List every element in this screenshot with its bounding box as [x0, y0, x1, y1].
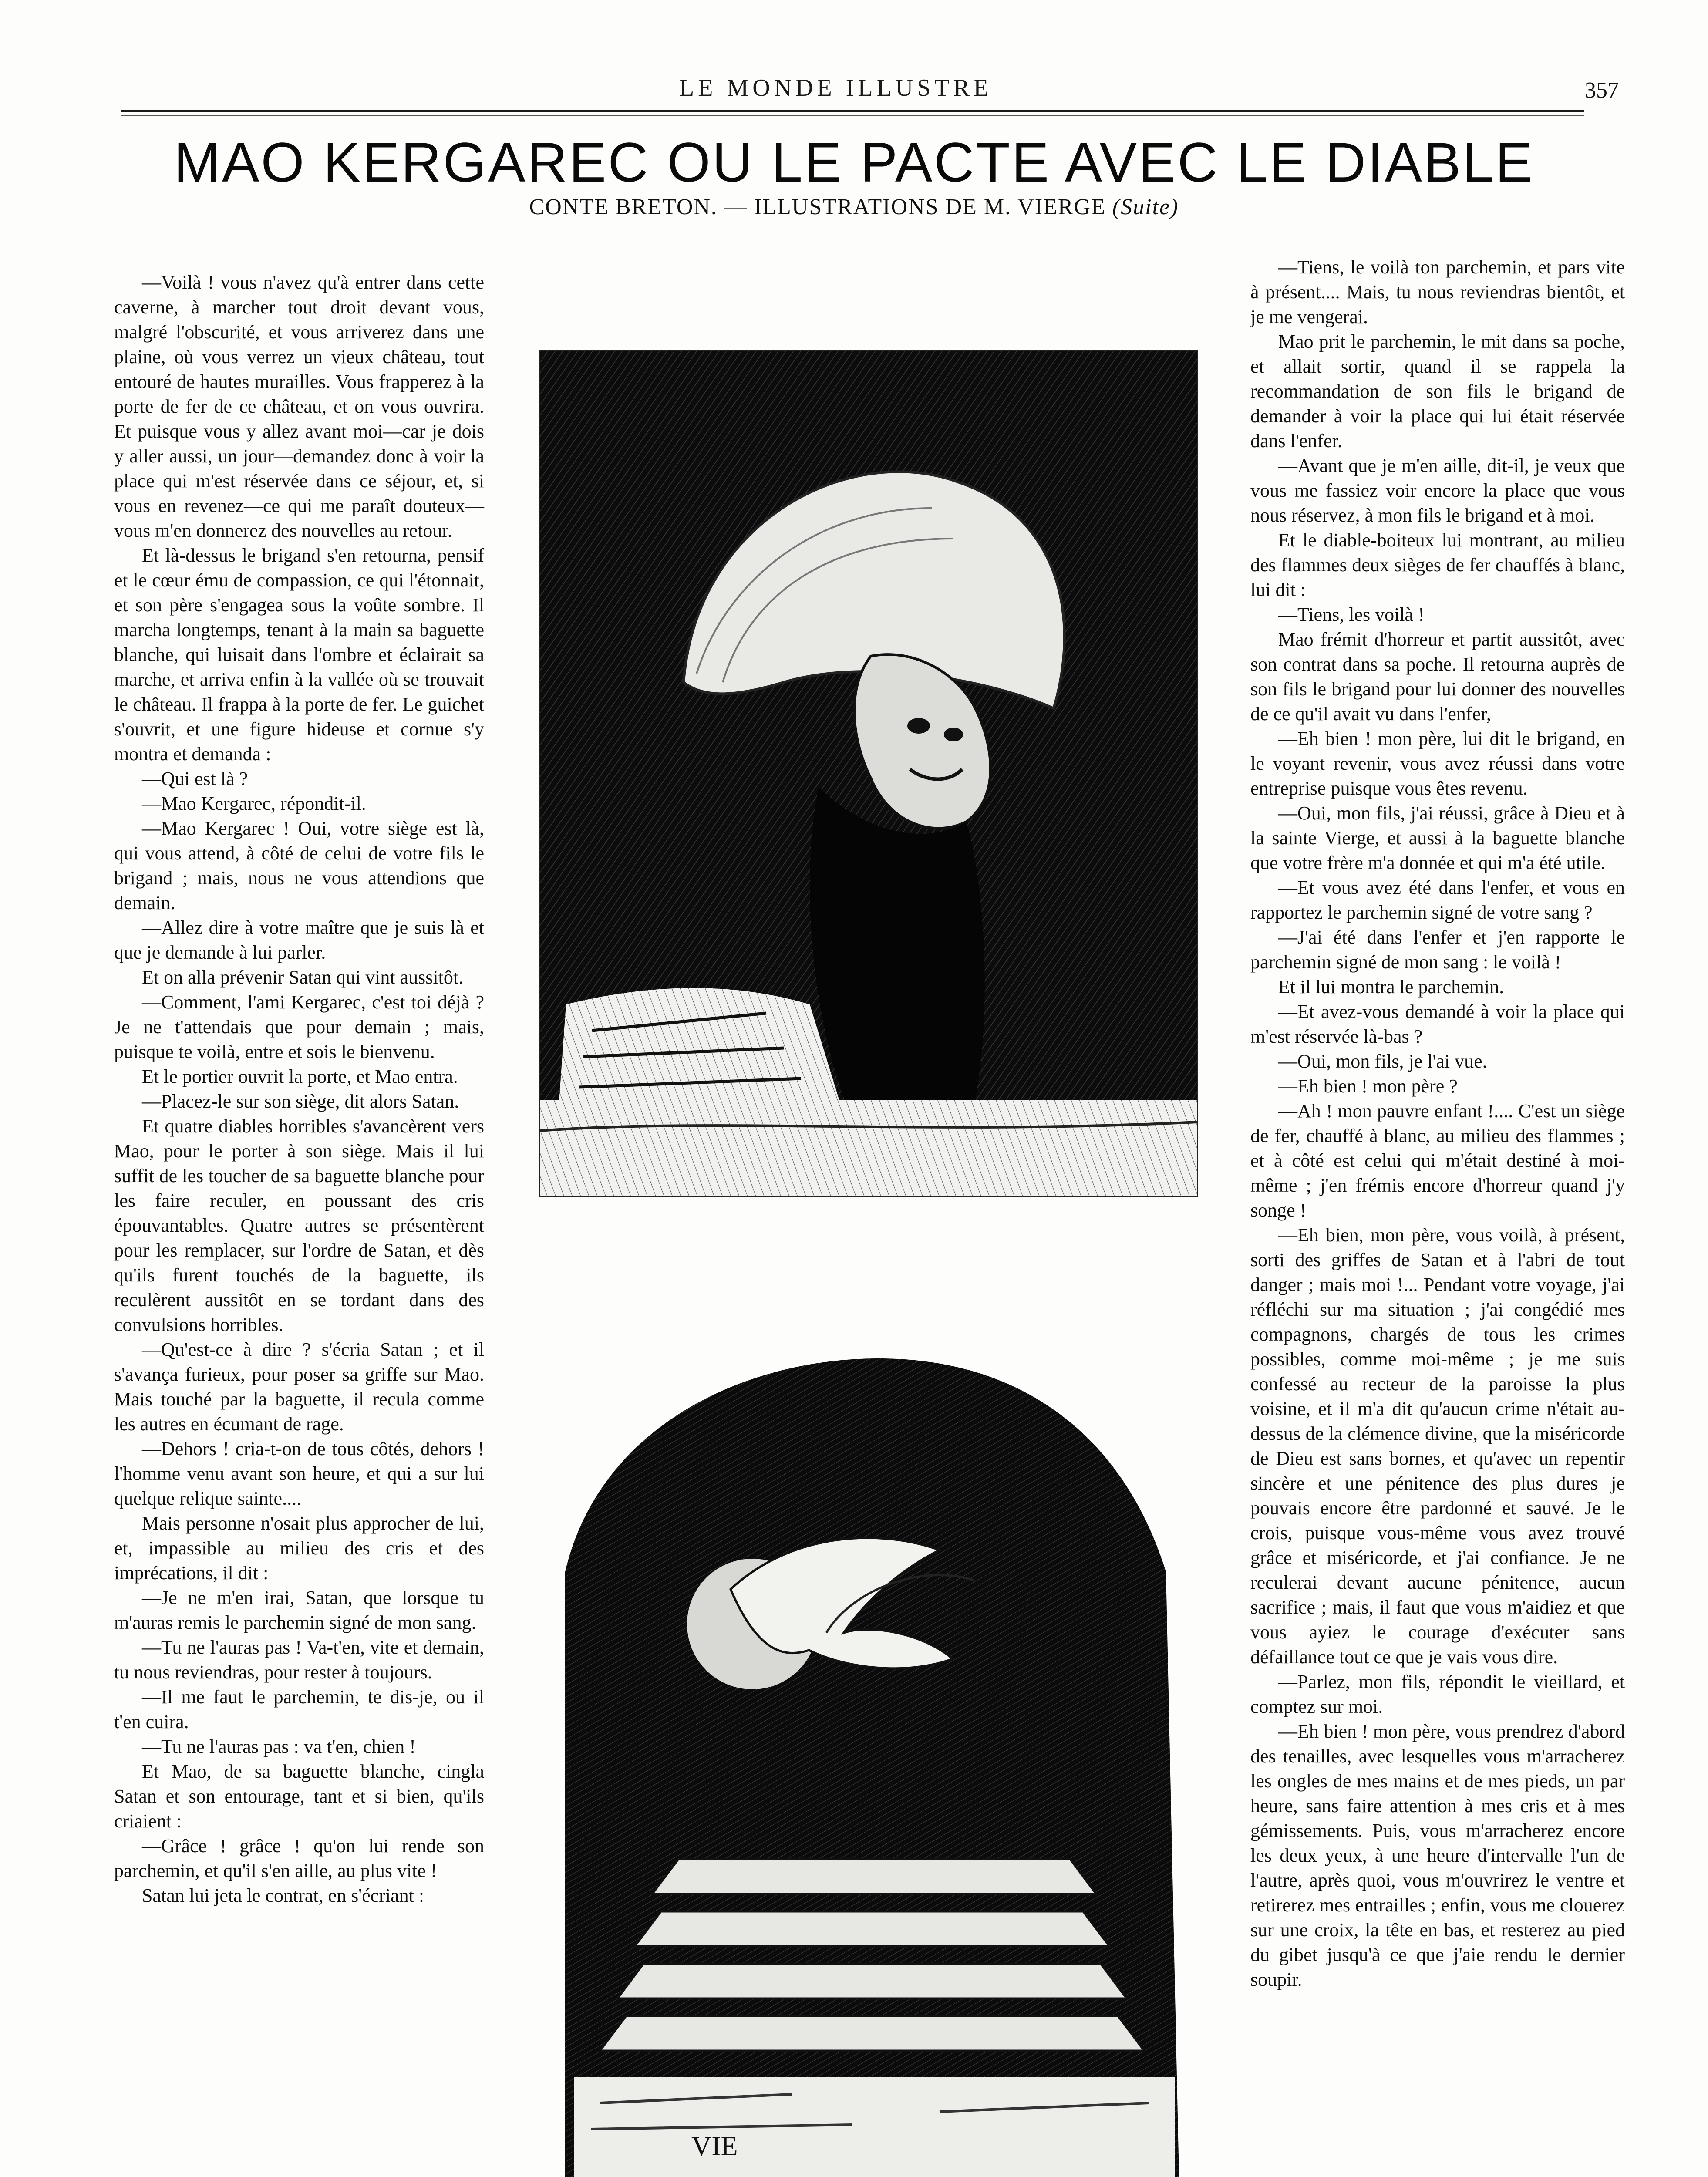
paragraph: Mais personne n'osait plus approcher de lui, et, impassible au milieu des cris et des imprécations, il dit :: [114, 1513, 484, 1584]
paragraph: —Oui, mon fils, j'ai réussi, grâce à Dieu et à la sainte Vierge, et aussi à la baguette blanche que votre frère m'a donnée et qui m'a été utile.: [1250, 802, 1625, 873]
subtitle-suite: (Suite): [1112, 195, 1179, 219]
paragraph: —Qu'est-ce à dire ? s'écria Satan ; et il s'avança furieux, pour poser sa griffe sur Mao. Mais touché par la baguette, il recula comme les autres en écumant de rage.: [114, 1339, 484, 1435]
paragraph: Satan lui jeta le contrat, en s'écriant :: [142, 1885, 424, 1906]
paragraph: —Eh bien ! mon père ?: [1278, 1075, 1458, 1097]
paragraph: —Placez-le sur son siège, dit alors Satan.: [142, 1091, 459, 1112]
paragraph: —Je ne m'en irai, Satan, que lorsque tu m'auras remis le parchemin signé de mon sang.: [114, 1587, 484, 1633]
paragraph: —Mao Kergarec, répondit-il.: [142, 793, 366, 814]
paragraph: Mao prit le parchemin, le mit dans sa poche, et allait sortir, quand il se rappela la recommandation de son fils le brigand de demander à voir la place qui lui était réservée dans l'enfer.: [1250, 331, 1625, 452]
header-rule-thin: [121, 115, 1584, 116]
paragraph: Et le diable-boiteux lui montrant, au milieu des flammes deux sièges de fer chauffés à blanc, lui dit :: [1250, 529, 1625, 600]
left-column: [114, 270, 484, 1908]
paragraph: —Et vous avez été dans l'enfer, et vous en rapportez le parchemin signé de votre sang ?: [1250, 877, 1625, 923]
right-column: [1250, 255, 1625, 1992]
paragraph: —Qui est là ?: [142, 768, 248, 789]
paragraph: —Il me faut le parchemin, te dis-je, ou il t'en cuira.: [114, 1686, 484, 1732]
paragraph: —Dehors ! cria-t-on de tous côtés, dehors ! l'homme venu avant son heure, et qui a sur lui quelque relique sainte....: [114, 1438, 484, 1509]
article-subtitle: [0, 194, 1708, 220]
engraving-devil-figure: [539, 350, 1198, 1197]
paragraph: Mao frémit d'horreur et partit aussitôt, avec son contrat dans sa poche. Il retourna auprès de son fils le brigand pour lui donner des nouvelles de ce qu'il avait vu dans l'enfer,: [1250, 629, 1625, 725]
paragraph: —Tu ne l'auras pas : va t'en, chien !: [142, 1736, 416, 1757]
paragraph: Et on alla prévenir Satan qui vint aussitôt.: [142, 967, 464, 988]
subtitle-main: CONTE BRETON. — ILLUSTRATIONS DE M. VIERGE: [529, 195, 1106, 219]
paragraph: Et quatre diables horribles s'avancèrent vers Mao, pour le porter à son siège. Mais il lui suffit de les toucher de sa baguette blanche pour les faire reculer, en poussant des cris épouvantables. Quatre autres se présentèrent pour les remplacer, sur l'ordre de Satan, et dès qu'ils furent touchés de la baguette, ils reculèrent aussitôt en se tordant dans des convulsions horribles.: [114, 1115, 484, 1335]
paragraph: —Tiens, le voilà ton parchemin, et pars vite à présent.... Mais, tu nous reviendras bientôt, et je me vengerai.: [1250, 256, 1625, 327]
paragraph: —Ah ! mon pauvre enfant !.... C'est un siège de fer, chauffé à blanc, au milieu des flammes ; et à côté est celui qui m'était destiné à moi-même ; j'en frémis encore d'horreur quand j'y songe !: [1250, 1100, 1625, 1221]
engraving-owl-ruins-art: [548, 1345, 1192, 2177]
article-title: MAO KERGAREC OU LE PACTE AVEC LE DIABLE: [174, 131, 1534, 194]
engraver-signature: VIE: [691, 2130, 738, 2161]
paragraph: Et il lui montra le parchemin.: [1278, 976, 1504, 998]
paragraph: —Eh bien, mon père, vous voilà, à présent, sorti des griffes de Satan et à l'abri de tout danger ; mais moi !... Pendant votre voyage, j'ai réfléchi sur ma situation ; j'ai congédié mes compagnons, chargés de tous les crimes possibles, comme moi-même ; je me suis confessé au recteur de la paroisse la plus voisine, et il m'a dit qu'aucun crime n'était au-dessus de la clémence divine, que la miséricorde de Dieu est sans bornes, et qu'avec un repentir sincère et une pénitence des plus dures je pouvais encore être pardonné et sauvé. Je le crois, puisque vous-même vous avez trouvé grâce et miséricorde, et j'ai confiance. Je ne reculerai devant aucune pénitence, aucun sacrifice ; mais, il faut que vous m'aidiez et que vous ayiez le courage d'exécuter sans défaillance tout ce que je vais vous dire.: [1250, 1224, 1625, 1668]
paragraph: —Eh bien ! mon père, lui dit le brigand, en le voyant revenir, vous avez réussi dans votre entreprise puisque vous êtes revenu.: [1250, 728, 1625, 799]
engraving-owl-ruins: [548, 1345, 1192, 2177]
engraving-devil-figure-art: [540, 351, 1197, 1196]
paragraph: —Avant que je m'en aille, dit-il, je veux que vous me fassiez voir encore la place que vous nous réservez, à mon fils le brigand et à moi.: [1250, 455, 1625, 526]
header-rule: [121, 110, 1584, 112]
paragraph: —Voilà ! vous n'avez qu'à entrer dans cette caverne, à marcher tout droit devant vous, malgré l'obscurité, et vous arriverez dans une plaine, où vous verrez un vieux château, tout entouré de hautes murailles. Vous frapperez à la porte de fer de ce château, et on vous ouvrira. Et puisque vous y allez avant moi—car je dois y aller aussi, un jour—demandez donc à voir la place qui m'est réservée dans ce séjour, et, si vous en revenez—ce qui me paraît douteux—vous m'en donnerez des nouvelles au retour.: [114, 272, 484, 541]
paragraph: Et là-dessus le brigand s'en retourna, pensif et le cœur ému de compassion, ce qui l'étonnait, et son père s'engagea sous la voûte sombre. Il marcha longtemps, tenant à la main sa baguette blanche, qui luisait dans l'ombre et éclairait sa marche, et arriva enfin à la vallée où se trouvait le château. Il frappa à la porte de fer. Le guichet s'ouvrit, et une figure hideuse et cornue s'y montra et demanda :: [114, 545, 484, 765]
page-number: 357: [1585, 78, 1619, 103]
paragraph: —Et avez-vous demandé à voir la place qui m'est réservée là-bas ?: [1250, 1001, 1625, 1047]
paragraph: —Comment, l'ami Kergarec, c'est toi déjà ? Je ne t'attendais que pour demain ; mais, puisque te voilà, entre et sois le bienvenu.: [114, 991, 484, 1062]
paragraph: —Tiens, les voilà !: [1278, 604, 1425, 625]
paragraph: —J'ai été dans l'enfer et j'en rapporte le parchemin signé de mon sang : le voilà !: [1250, 927, 1625, 973]
paragraph: —Mao Kergarec ! Oui, votre siège est là, qui vous attend, à côté de celui de votre fils le brigand ; mais, nous ne vous attendions que demain.: [114, 818, 484, 913]
paragraph: —Parlez, mon fils, répondit le vieillard, et comptez sur moi.: [1250, 1671, 1625, 1717]
masthead: LE MONDE ILLUSTRE: [679, 74, 993, 101]
paragraph: —Eh bien ! mon père, vous prendrez d'abord des tenailles, avec lesquelles vous m'arracherez les ongles de mes mains et de mes pieds, un par heure, sans faire attention à mes cris et à mes gémissements. Puis, vous m'arracherez encore les deux yeux, à une heure d'intervalle l'un de l'autre, après quoi, vous m'ouvrirez le ventre et retirerez mes entrailles ; enfin, vous me clouerez sur une croix, la tête en bas, et resterez au pied du gibet jusqu'à ce que j'aie rendu le dernier soupir.: [1250, 1721, 1625, 1990]
paragraph: —Grâce ! grâce ! qu'on lui rende son parchemin, et qu'il s'en aille, au plus vite !: [114, 1835, 484, 1881]
paragraph: —Oui, mon fils, je l'ai vue.: [1278, 1051, 1487, 1072]
paragraph: Et Mao, de sa baguette blanche, cingla Satan et son entourage, tant et si bien, qu'ils criaient :: [114, 1761, 484, 1832]
paragraph: Et le portier ouvrit la porte, et Mao entra.: [142, 1066, 458, 1087]
paragraph: —Tu ne l'auras pas ! Va-t'en, vite et demain, tu nous reviendras, pour rester à toujours.: [114, 1637, 484, 1683]
paragraph: —Allez dire à votre maître que je suis là et que je demande à lui parler.: [114, 917, 484, 963]
